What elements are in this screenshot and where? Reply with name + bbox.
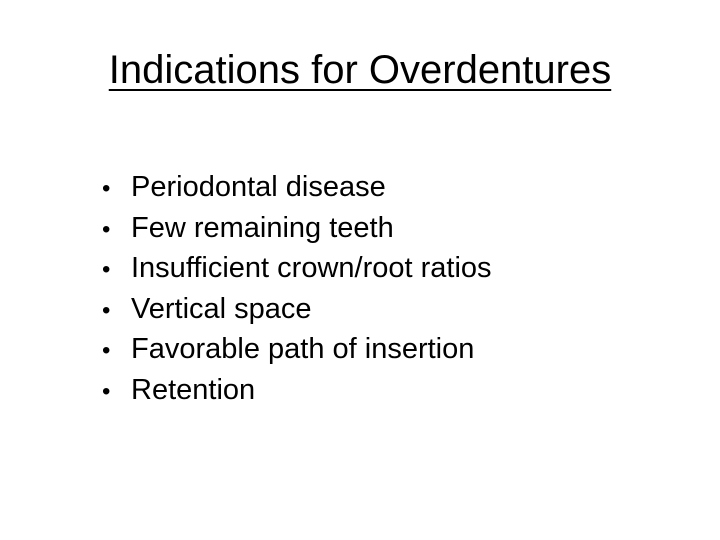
list-item <box>102 289 682 330</box>
bullet-icon: • <box>102 296 111 324</box>
bullet-text: Periodontal disease <box>131 171 386 203</box>
bullet-text: Retention <box>131 373 256 406</box>
slide-title: Indications for Overdentures <box>108 48 612 92</box>
bullet-text: Few remaining teeth <box>131 211 394 244</box>
bullet-icon: • <box>102 215 111 243</box>
bullet-icon: • <box>102 337 111 364</box>
bullet-list <box>102 167 682 410</box>
bullet-text: Vertical space <box>131 292 312 325</box>
list-item <box>102 208 682 249</box>
list-item <box>102 248 682 289</box>
bullet-text: Insufficient crown/root ratios <box>131 252 492 284</box>
bullet-icon: • <box>102 256 111 283</box>
list-item <box>102 329 682 370</box>
list-item <box>102 167 682 208</box>
list-item <box>102 370 682 411</box>
bullet-text: Favorable path of insertion <box>131 333 475 365</box>
bullet-icon: • <box>102 377 111 405</box>
bullet-icon: • <box>102 175 111 202</box>
